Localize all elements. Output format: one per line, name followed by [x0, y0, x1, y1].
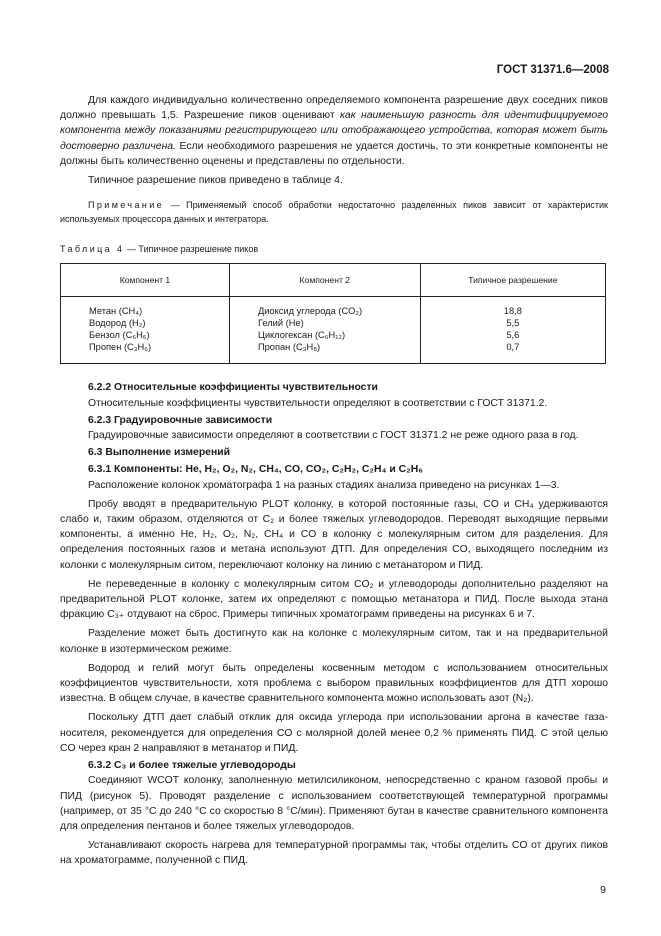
table-cell: Метан (CH₄) [89, 306, 143, 317]
column-header: Компонент 2 [229, 264, 420, 297]
table-cell: Бензол (C₆H₆) [89, 330, 150, 341]
table-cell: 5,5 [506, 318, 520, 329]
table-caption [60, 242, 608, 257]
table-caption-label: Таблица 4 [60, 244, 125, 255]
paragraph: Пробу вводят в предварительную PLOT колонку, в которой постоянные газы, CO и CH₄ удерживаются слабо и, таким образом, отделяются от C₂ и более тяжелых углеводородов. Переводят выходящие первыми компоненты, а именно He, H₂, O₂, N₂, CH₄ и CO в колонку с молекулярным ситом для разделения. Для определения постоянных газов и метана используют ДТП. Для определения CO, выходящего последним из колонки с молекулярным ситом, переключают колонку на линию с метанатором и ПИД. [60, 498, 608, 571]
table-cell: Водород (H₂) [89, 318, 146, 329]
table-cell: Пропен (C₃H₆) [89, 342, 152, 353]
section-heading-6-2-3: 6.2.3 Градуировочные зависимости [88, 414, 273, 426]
page-body [60, 0, 608, 918]
component2-cell [229, 297, 420, 364]
section-heading-6-3: 6.3 Выполнение измерений [88, 447, 230, 459]
component1-cell [61, 297, 230, 364]
section-heading-6-3-1: 6.3.1 Компоненты: He, H₂, O₂, N₂, CH₄, CO, CO₂, C₂H₂, C₂H₄ и C₂H₆ [88, 464, 423, 476]
paragraph: Относительные коэффициенты чувствительности определяют в соответствии с ГОСТ 31371.2. [88, 397, 548, 409]
table-cell: Циклогексан (C₆H₁₂) [257, 330, 346, 341]
section-heading-6-3-2: 6.3.2 C₃ и более тяжелые углеводороды [88, 760, 296, 772]
italic-text: как наименьшую разность для идентифицируемого компонента между показаниями регистрирующего или отображающего устройства, которая может быть достоверно различена. [60, 110, 608, 152]
note [60, 198, 608, 226]
column-header: Типичное разрешение [420, 264, 605, 297]
note-label: Примечание [88, 200, 165, 211]
resolution-cell [420, 297, 605, 364]
paragraph: Градуировочные зависимости определяют в соответствии с ГОСТ 31371.2 не реже одного раза в год. [88, 430, 579, 442]
table-cell: 0,7 [506, 342, 520, 353]
table-cell: 5,6 [506, 330, 520, 341]
table-cell: Диоксид углерода (CO₂) [257, 306, 363, 317]
table-cell: Гелий (He) [257, 318, 304, 329]
table-header-row [61, 264, 606, 297]
column-header: Компонент 1 [61, 264, 230, 297]
page-number: 9 [600, 883, 606, 896]
paragraph-resolution [60, 93, 608, 169]
section-heading-6-2-2: 6.2.2 Относительные коэффициенты чувствительности [88, 382, 378, 394]
paragraph: Водород и гелий могут быть определены косвенным методом с использованием относительных коэффициентов чувствительности, хотя проблема с выбором правильных коэффициентов для ДТП хорошо известна. В общем случае, в качестве сравнительного компонента можно использовать азот (N₂). [60, 662, 608, 705]
table-cell: Пропан (C₃H₈) [257, 342, 321, 353]
paragraph: Разделение может быть достигнуто как на колонке с молекулярным ситом, так и на предварительной колонке в изотермическом режиме. [60, 628, 608, 655]
text: Если необходимого разрешения не удается достичь, то эти конкретные компоненты не должны быть количественно оценены и представлены по отдельности. [60, 140, 608, 167]
paragraph-table-ref: Типичное разрешение пиков приведено в таблице 4. [88, 175, 343, 187]
text: Для каждого индивидуально количественно определяемого компонента разрешение двух соседних пиков должно превышать 1,5. Разрешение пиков оценивают [60, 95, 608, 122]
paragraph: Устанавливают скорость нагрева для температурной программы так, чтобы отделить CO от других пиков на хроматограмме, полученной с ПИД. [60, 840, 608, 867]
note-text: — Применяемый способ обработки недостаточно разделенных пиков зависит от характеристик используемых процессора данных и интегратора. [60, 200, 608, 225]
document-header: ГОСТ 31371.6—2008 [496, 64, 609, 76]
table-caption-text: — Типичное разрешение пиков [124, 244, 259, 255]
paragraph: Расположение колонок хроматографа 1 на разных стадиях анализа приведено на рисунках 1—3. [88, 479, 560, 491]
paragraph: Соединяют WCOT колонку, заполненную метилсиликоном, непосредственно с краном газовой пробы и ПИД (рисунок 5). Проводят разделение с использованием соответствующей температурной программы (например, от 35 °C до 240 °C со скоростью 8 °C/мин). Применяют бутан в качестве сравнительного компонента для определения пентанов и более тяжелых углеводородов. [60, 775, 608, 832]
paragraph: Поскольку ДТП дает слабый отклик для оксида углерода при использовании аргона в качестве газа-носителя, рекомендуется для определения CO с молярной долей менее 0,2 % применять ПИД. С этой целью CO через кран 2 направляют в метанатор и ПИД. [60, 712, 608, 754]
resolution-table [60, 263, 606, 364]
paragraph: Не переведенные в колонку с молекулярным ситом CO₂ и углеводороды дополнительно разделяют на предварительной PLOT колонке, затем их определяют с помощью метанатора и ПИД. После выхода этана фракцию C₃₊ отдувают на сброс. Примеры типичных хроматограмм приведены на рисунках 6 и 7. [60, 578, 608, 621]
table-body-row [61, 297, 606, 364]
table-cell: 18,8 [503, 306, 522, 317]
